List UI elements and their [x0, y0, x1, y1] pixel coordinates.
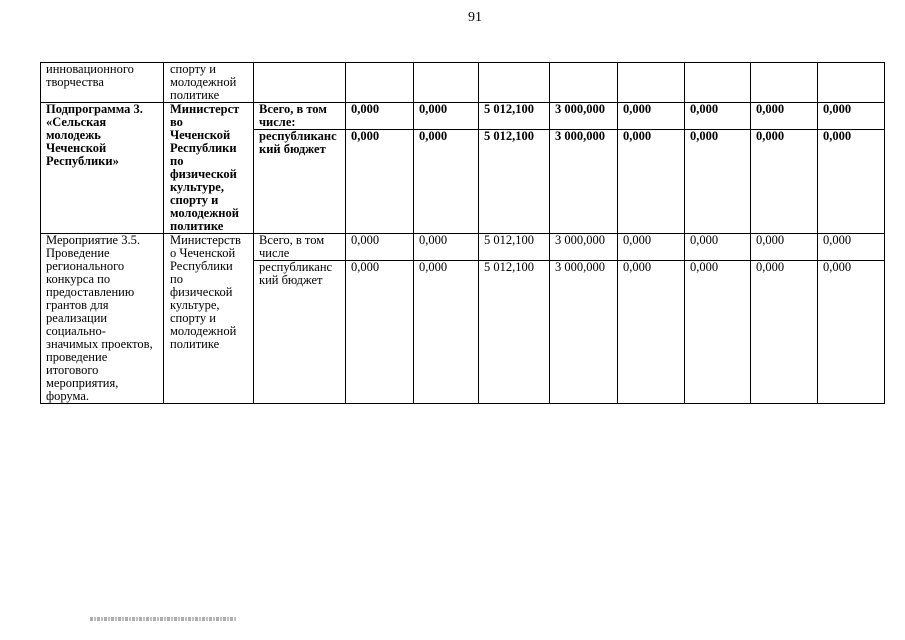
page-number: 91 — [468, 10, 482, 25]
value-cell: 0,000 — [685, 130, 751, 234]
value-cell: 5 012,100 — [479, 234, 550, 261]
value-cell: 0,000 — [685, 103, 751, 130]
funding-source-cell: Всего, в том числе — [254, 234, 346, 261]
table-row — [41, 103, 885, 130]
value-cell: 0,000 — [414, 103, 479, 130]
empty-cell — [254, 63, 346, 103]
value-cell: 0,000 — [818, 261, 885, 404]
value-cell: 0,000 — [346, 103, 414, 130]
value-cell: 0,000 — [818, 103, 885, 130]
value-cell: 0,000 — [346, 234, 414, 261]
value-cell: 0,000 — [618, 103, 685, 130]
funding-source-cell: Всего, в том числе: — [254, 103, 346, 130]
continuation-name-cell: инновационного творчества — [41, 63, 164, 103]
value-cell: 5 012,100 — [479, 103, 550, 130]
funding-source-cell: республиканский бюджет — [254, 261, 346, 404]
empty-cell — [751, 63, 818, 103]
empty-cell — [550, 63, 618, 103]
subprogram-name-cell: Подпрограмма 3. «Сельская молодежь Чеченской Республики» — [41, 103, 164, 234]
value-cell: 5 012,100 — [479, 130, 550, 234]
value-cell: 0,000 — [618, 130, 685, 234]
funding-source-cell: республиканский бюджет — [254, 130, 346, 234]
empty-cell — [346, 63, 414, 103]
empty-cell — [685, 63, 751, 103]
value-cell: 5 012,100 — [479, 261, 550, 404]
value-cell: 3 000,000 — [550, 234, 618, 261]
value-cell: 3 000,000 — [550, 103, 618, 130]
value-cell: 3 000,000 — [550, 261, 618, 404]
event-executor-cell: Министерство Чеченской Республики по физической культуре, спорту и молодежной политике — [164, 234, 254, 404]
value-cell: 0,000 — [751, 130, 818, 234]
value-cell: 0,000 — [818, 234, 885, 261]
value-cell: 0,000 — [618, 261, 685, 404]
value-cell: 0,000 — [818, 130, 885, 234]
value-cell: 0,000 — [751, 234, 818, 261]
value-cell: 0,000 — [346, 261, 414, 404]
value-cell: 0,000 — [751, 103, 818, 130]
table-row — [41, 234, 885, 261]
value-cell: 0,000 — [618, 234, 685, 261]
value-cell: 0,000 — [414, 130, 479, 234]
value-cell: 0,000 — [751, 261, 818, 404]
value-cell: 0,000 — [685, 261, 751, 404]
empty-cell — [414, 63, 479, 103]
subprogram-executor-cell: Министерство Чеченской Республики по физической культуре, спорту и молодежной политике — [164, 103, 254, 234]
event-name-cell: Мероприятие 3.5. Проведение регионального конкурса по предоставлению грантов для реализации социально-значимых проектов, проведение итогового мероприятия, форума. — [41, 234, 164, 404]
empty-cell — [818, 63, 885, 103]
value-cell: 3 000,000 — [550, 130, 618, 234]
value-cell: 0,000 — [346, 130, 414, 234]
value-cell: 0,000 — [685, 234, 751, 261]
value-cell: 0,000 — [414, 234, 479, 261]
empty-cell — [618, 63, 685, 103]
empty-cell — [479, 63, 550, 103]
continuation-executor-cell: спорту и молодежной политике — [164, 63, 254, 103]
table-row — [41, 63, 885, 103]
budget-table — [40, 62, 885, 404]
footer-file-path — [90, 617, 236, 621]
value-cell: 0,000 — [414, 261, 479, 404]
